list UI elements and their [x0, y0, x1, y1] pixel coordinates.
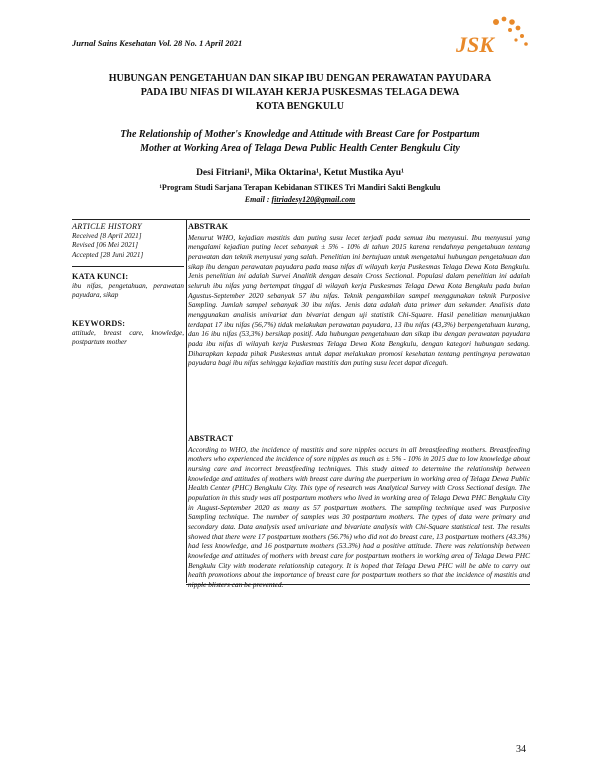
abstract-heading: ABSTRACT	[188, 434, 234, 443]
title-line: PADA IBU NIFAS DI WILAYAH KERJA PUSKESMAS TELAGA DEWA	[140, 87, 460, 98]
accepted-date: Accepted [28 Juni 2021]	[72, 250, 144, 259]
english-title-line: The Relationship of Mother's Knowledge and Attitude with Breast Care for Postpartum	[120, 129, 480, 140]
abstract-text: According to WHO, the incidence of mastitis and sore nipples occurs in all breastfeeding mothers. Breastfeeding mothers who experienced the incidence of sore nipples as much as ± 5% - 10% in 2015 due to low knowledge about nursing care and incorrect breastfeeding techniques. This study aimed to determine the relationship between knowledge and attitudes of mothers with breast care during the puerperium in working area of Telaga Dewa Public Health Center (PHC) Bengkulu City. This type of research was Analytical Survey with Cross Sectional design. The population in this study was all postpartum mothers who lived in working area of Telaga Dewa PHC Bengkulu City in August-September 2020 as many as 57 postpartum mothers. The sampling technique used was Purposive Sampling technique. The number of samples was 30 postpartum mothers. The types of data were primary and secondary data. Data analysis used univariate and bivariate analysis with Chi-Square statistical test. The results showed that there were 17 postpartum mothers (56.7%) who did not do breast care, 13 postpartum mothers (43.3%) had less knowledge, and 16 postpartum mothers (53.3%) had a positive attitude. There was relationship between knowledge and attitudes of mothers with breast care for postpartum mothers in working area of Telaga Dewa PHC Bengkulu City with moderate relationship category. It is hoped that Telaga Dewa PHC will be able to carry out health promotions about the importance of breast care for postpartum mothers so that the incidence of mastitis and	[188, 444, 530, 580]
svg-text:JSK: JSK	[456, 32, 494, 57]
journal-logo	[452, 14, 532, 62]
keywords-heading: KEYWORDS:	[72, 319, 126, 328]
authors: Desi Fitriani¹, Mika Oktarina¹, Ketut Mustika Ayu¹	[196, 168, 404, 178]
english-title-line: Mother at Working Area of Telaga Dewa Public Health Center Bengkulu City	[140, 143, 460, 154]
article-history	[72, 222, 184, 260]
article-history-heading: ARTICLE HISTORY	[72, 222, 142, 231]
revised-date: Revised [06 Mei 2021]	[72, 241, 139, 249]
english-title	[86, 128, 514, 156]
email-label: Email :	[244, 195, 272, 204]
abstrak	[188, 222, 530, 368]
abstract	[188, 434, 530, 590]
received-date: Received [8 April 2021]	[72, 231, 142, 240]
title-line: HUBUNGAN PENGETAHUAN DAN SIKAP IBU DENGAN PERAWATAN PAYUDARA	[108, 73, 492, 84]
email-line	[60, 195, 540, 204]
paper-title	[60, 72, 540, 114]
kata-kunci	[72, 272, 184, 301]
side-rule	[186, 219, 187, 583]
keywords-text: attitude, breast care, knowledge, postpartum mother	[72, 328, 184, 346]
page-number: 34	[516, 744, 526, 755]
kata-kunci-heading: KATA KUNCI:	[72, 272, 129, 281]
abstrak-heading: ABSTRAK	[188, 222, 229, 231]
kata-kunci-text: ibu nifas, pengetahuan, perawatan payudara, sikap	[72, 281, 184, 299]
keywords	[72, 319, 184, 348]
title-line: KOTA BENGKULU	[256, 101, 344, 112]
top-rule	[72, 219, 530, 220]
journal-header: Jurnal Sains Kesehatan Vol. 28 No. 1 April 2021	[72, 38, 243, 48]
bottom-rule	[186, 584, 530, 585]
affiliation: ¹Program Studi Sarjana Terapan Kebidanan STIKES Tri Mandiri Sakti Bengkulu	[159, 183, 441, 192]
divider	[72, 266, 184, 267]
email-link[interactable]: fitriadesy120@gmail.com	[271, 195, 356, 204]
abstrak-text: Menurut WHO, kejadian mastitis dan puting susu lecet terjadi pada semua ibu menyusui. Ibu menyusui yang mengalami kejadian puting lecet sebanyak ± 5% - 10% di tahun 2015 karena rendahnya pengetahuan tentang perawatan dan teknik menyusui yang salah. Penelitian ini bertujuan untuk mengetahui hubungan pengetahuan dan sikap ibu dengan perawatan payudara pada masa nifas di wilayah kerja Puskesmas Telaga Dewa Kota Bengkulu. Jenis penelitian ini adalah Survei Analitik dengan desain Cross Sectional. Populasi dalam penelitian ini adalah seluruh ibu nifas yang bertempat tinggal di wilayah kerja Puskesmas Telaga Dewa Kota Bengkulu pada bulan Agustus-September 2020 sebanyak 57 ibu nifas. Teknik pengambilan sampel menggunakan teknik Purposive Sampling. Jumlah sampel sebanyak 30 ibu nifas. Jenis data adalah data primer dan sekunder. Analisis data menggunakan analisis univariat dan bivariat dengan uji statistik Chi-Square. Hasil penelitian menunjukkan terdapat 17 ibu nifas (56,7%) tidak melakukan perawatan payudara, 13 ibu nifas (43,3%) berpengetahuan kurang, dan 16 ibu nifas (53,3%) bersikap positif. Ada hubungan pengetahuan dan sikap ibu dengan perawatan payudara pada ibu nifas di wilayah kerja Puskesmas Telaga Dewa Kota Bengkulu, dengan kategori hubungan sedang. Diharapkan kepada pihak Puskesmas untuk dapat melakukan promosi kesehatan tentang pentingnya perawatan payudara bagi ibu nifas sehingga kejadian mastitis dan puting susu lecet dapat dicegah.	[188, 232, 530, 368]
